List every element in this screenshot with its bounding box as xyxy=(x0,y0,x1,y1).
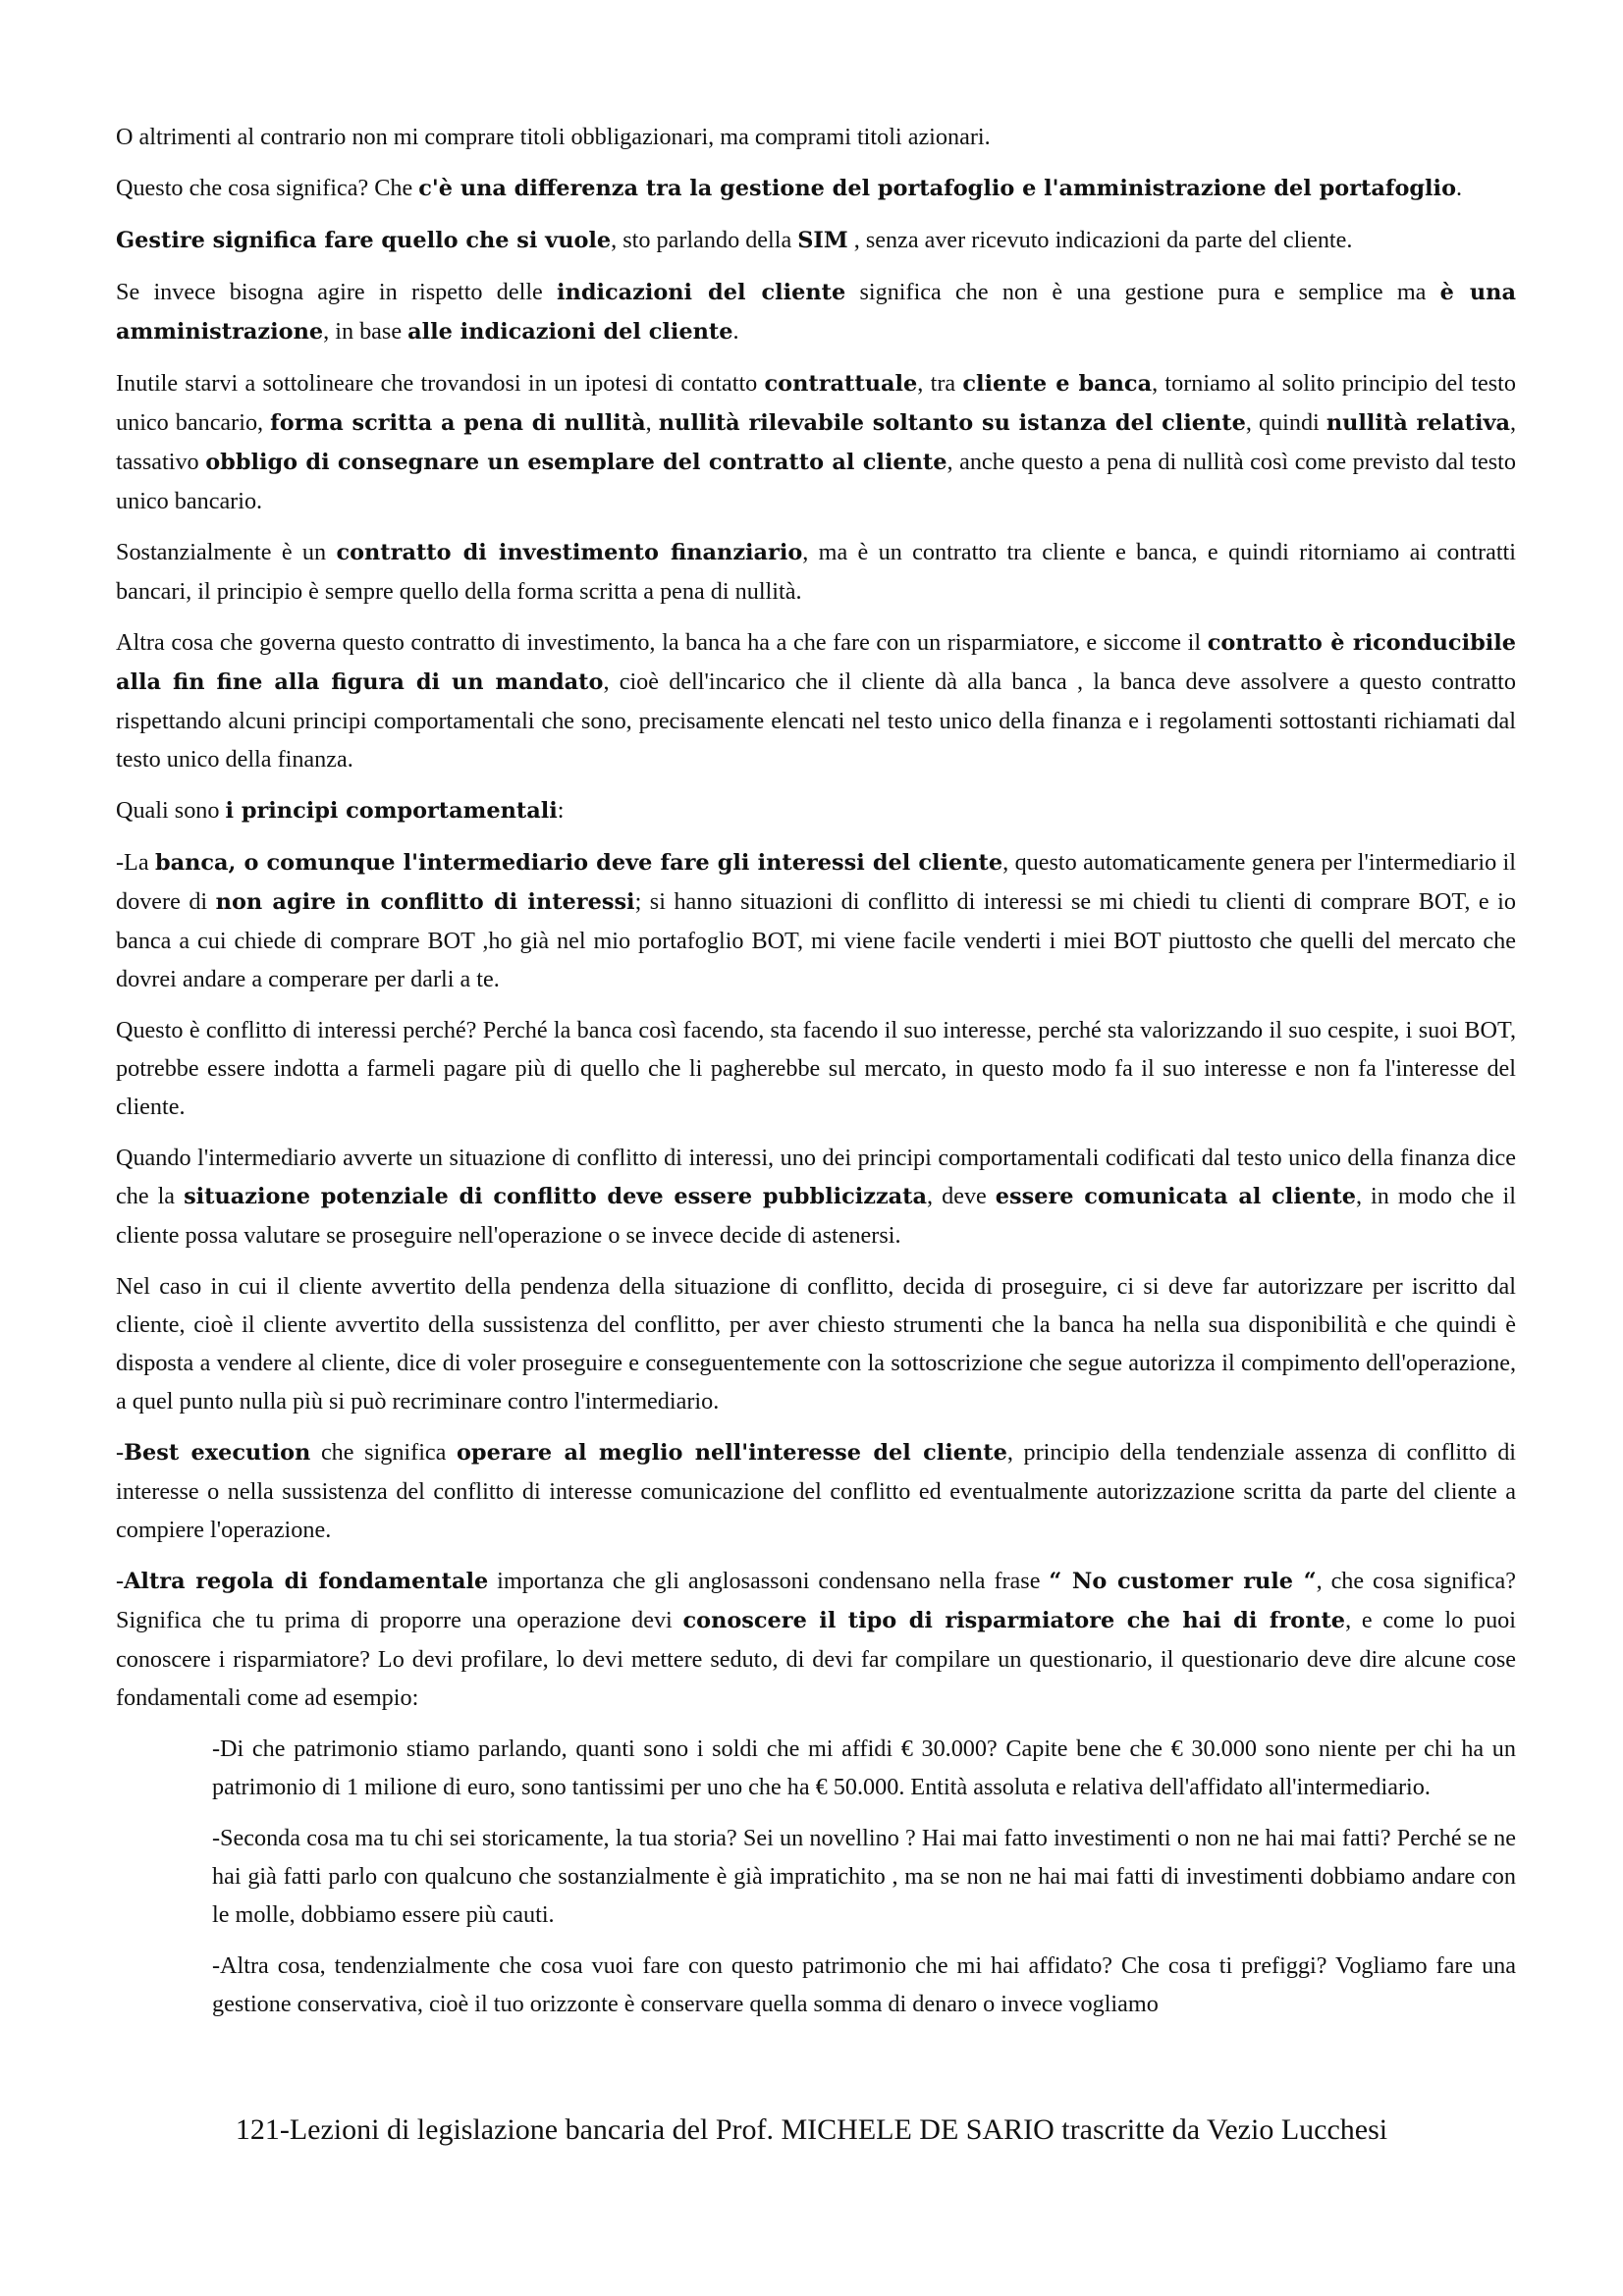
bold-text: Altra regola di fondamentale xyxy=(124,1569,489,1594)
text-run: , in base xyxy=(323,318,408,345)
text-run: , che cosa significa? Significa che tu prima di proporre una operazione devi xyxy=(116,1568,1516,1633)
text-run: ; si hanno situazioni di conflitto di interessi se mi chiedi tu clienti di comprare BOT, e io banca a cui chiede di comprare BOT ,ho già nel mio portafoglio BOT, mi viene facile venderti i miei BOT piuttosto che quelli del mercato che dovrei andare a comperare per darli a te. xyxy=(116,888,1516,992)
text-run: - xyxy=(116,1568,125,1594)
bold-text: situazione potenziale di conflitto deve essere pubblicizzata xyxy=(184,1184,928,1209)
paragraph xyxy=(116,221,1516,260)
text-run: : xyxy=(557,797,565,824)
text-run: , in modo che il cliente possa valutare se proseguire nell'operazione o se invece decide di astenersi. xyxy=(116,1183,1516,1249)
bold-text: operare al meglio nell'interesse del cliente xyxy=(457,1440,1007,1466)
text-run: Quando l'intermediario avverte un situazione di conflitto di interessi, uno dei principi comportamentali codificati dal testo unico della finanza dice che la xyxy=(116,1145,1516,1209)
document-body xyxy=(116,118,1516,2036)
text-run: Questo è conflitto di interessi perché? Perché la banca così facendo, sta facendo il suo interesse, perché sta valorizzando il suo cespite, i suoi BOT, potrebbe essere indotta a farmeli pagare più di quello che li pagherebbe sul mercato, in questo modo fa il suo interesse e non fa l'interesse del cliente. xyxy=(116,1017,1516,1120)
text-run: Se invece bisogna agire in rispetto delle xyxy=(116,279,558,305)
bold-text: banca, o comunque l'intermediario deve fare gli interessi del cliente xyxy=(154,850,1003,876)
paragraph xyxy=(116,1433,1516,1549)
bold-text: nullità rilevabile soltanto su istanza del cliente xyxy=(658,410,1246,436)
paragraph xyxy=(116,364,1516,520)
bold-text: cliente e banca xyxy=(962,371,1153,397)
bold-text: “ No customer rule “ xyxy=(1049,1569,1317,1594)
indented-paragraph xyxy=(212,1730,1516,1806)
bold-text: alle indicazioni del cliente xyxy=(407,319,733,345)
paragraph xyxy=(116,533,1516,611)
text-run: -Di che patrimonio stiamo parlando, quanti sono i soldi che mi affidi € 30.000? Capite bene che € 30.000 sono niente per chi ha un patrimonio di 1 milione di euro, sono tantissimi per uno che ha € 50.000. Entità assoluta e relativa dell'affidato all'intermediario. xyxy=(212,1735,1516,1800)
paragraph xyxy=(116,118,1516,156)
text-run: O altrimenti al contrario non mi comprare titoli obbligazionari, ma comprami titoli azionari. xyxy=(116,124,991,150)
paragraph xyxy=(116,623,1516,778)
text-run: , xyxy=(645,409,659,436)
paragraph xyxy=(116,1562,1516,1717)
text-run: , cioè dell'incarico che il cliente dà alla banca , la banca deve assolvere a questo contratto rispettando alcuni principi comportamentali che sono, precisamente elencati nel testo unico della finanza e i regolamenti sottostanti richiamati dal testo unico della finanza. xyxy=(116,668,1516,773)
text-run: , sto parlando della xyxy=(611,227,798,253)
text-run: , ma è un contratto tra cliente e banca, e quindi ritorniamo ai contratti bancari, il principio è sempre quello della forma scritta a pena di nullità. xyxy=(116,539,1516,605)
bold-text: contratto è riconducibile alla fin fine alla figura di un mandato xyxy=(116,630,1516,695)
text-run: , tassativo xyxy=(116,409,1517,475)
paragraph xyxy=(116,1267,1516,1420)
text-run: , e come lo puoi conoscere i risparmiatore? Lo devi profilare, lo devi mettere seduto, di devi far compilare un questionario, il questionario deve dire alcune cose fondamentali come ad esempio: xyxy=(116,1607,1516,1711)
bold-text: obbligo di consegnare un esemplare del contratto al cliente xyxy=(205,450,947,475)
bold-text: non agire in conflitto di interessi xyxy=(215,889,635,915)
bold-text: contrattuale xyxy=(764,371,918,397)
text-run: - xyxy=(116,1439,125,1466)
paragraph xyxy=(116,1011,1516,1126)
text-run: -La xyxy=(116,849,155,876)
bold-text: Gestire significa fare quello che si vuole xyxy=(116,228,612,253)
paragraph xyxy=(116,843,1516,998)
text-run: significa che non è una gestione pura e semplice ma xyxy=(845,279,1440,305)
text-run: , questo automaticamente genera per l'intermediario il dovere di xyxy=(116,849,1516,915)
paragraph xyxy=(116,273,1516,351)
bold-text: è una amministrazione xyxy=(116,280,1516,345)
text-run: , anche questo a pena di nullità così come previsto dal testo unico bancario. xyxy=(116,449,1516,514)
bold-text: contratto di investimento finanziario xyxy=(336,540,803,565)
bold-text: c'è una differenza tra la gestione del portafoglio e l'amministrazione del portafoglio xyxy=(418,176,1456,201)
text-run: . xyxy=(732,318,739,345)
text-run: , tra xyxy=(917,370,963,397)
bold-text: essere comunicata al cliente xyxy=(995,1184,1356,1209)
text-run: -Altra cosa, tendenzialmente che cosa vuoi fare con questo patrimonio che mi hai affidato? Che cosa ti prefiggi? Vogliamo fare una gestione conservativa, cioè il tuo orizzonte è conservare quella somma di denaro o invece vogliamo xyxy=(212,1952,1516,2017)
text-run: , senza aver ricevuto indicazioni da parte del cliente. xyxy=(847,227,1353,253)
text-run: , torniamo al solito principio del testo unico bancario, xyxy=(116,370,1516,436)
text-run: , deve xyxy=(927,1183,996,1209)
bold-text: Best execution xyxy=(124,1440,311,1466)
paragraph xyxy=(116,169,1516,208)
indented-paragraph xyxy=(212,1947,1516,2023)
page-footer: 121-Lezioni di legislazione bancaria del Prof. MICHELE DE SARIO trascritte da Vezio Lucchesi xyxy=(235,2113,1388,2146)
text-run: Sostanzialmente è un xyxy=(116,539,337,565)
bold-text: i principi comportamentali xyxy=(225,798,558,824)
paragraph xyxy=(116,1139,1516,1255)
bold-text: SIM xyxy=(797,228,848,253)
text-run: Questo che cosa significa? Che xyxy=(116,175,419,201)
text-run: , principio della tendenziale assenza di conflitto di interesse o nella sussistenza del conflitto di interesse comunicazione del conflitto ed eventualmente autorizzazione scritta da parte del cliente a compiere l'operazione. xyxy=(116,1439,1517,1543)
text-run: . xyxy=(1456,175,1463,201)
text-run: Inutile starvi a sottolineare che trovandosi in un ipotesi di contatto xyxy=(116,370,765,397)
bold-text: indicazioni del cliente xyxy=(557,280,846,305)
text-run: Altra cosa che governa questo contratto di investimento, la banca ha a che fare con un risparmiatore, e siccome il xyxy=(116,629,1208,656)
text-run: , quindi xyxy=(1245,409,1326,436)
bold-text: nullità relativa xyxy=(1325,410,1510,436)
bold-text: conoscere il tipo di risparmiatore che hai di fronte xyxy=(682,1608,1346,1633)
text-run: che significa xyxy=(310,1439,457,1466)
indented-paragraph xyxy=(212,1819,1516,1934)
text-run: importanza che gli anglosassoni condensano nella frase xyxy=(488,1568,1050,1594)
bold-text: forma scritta a pena di nullità xyxy=(270,410,646,436)
text-run: Quali sono xyxy=(116,797,226,824)
text-run: -Seconda cosa ma tu chi sei storicamente, la tua storia? Sei un novellino ? Hai mai fatto investimenti o non ne hai mai fatti? Perché se ne hai già fatti parlo con qualcuno che sostanzialmente è già impratichito , ma se non ne hai mai fatti di investimenti dobbiamo andare con le molle, dobbiamo essere più cauti. xyxy=(212,1825,1516,1928)
text-run: Nel caso in cui il cliente avvertito della pendenza della situazione di conflitto, decida di proseguire, ci si deve far autorizzare per iscritto dal cliente, cioè il cliente avvertito della sussistenza del conflitto, per aver chiesto strumenti che la banca ha nella sua disponibilità e che quindi è disposta a vendere al cliente, dice di voler proseguire e conseguentemente con la sottoscrizione che segue autorizza il compimento dell'operazione, a quel punto nulla più si può recriminare contro l'intermediario. xyxy=(116,1273,1516,1415)
paragraph xyxy=(116,791,1516,830)
